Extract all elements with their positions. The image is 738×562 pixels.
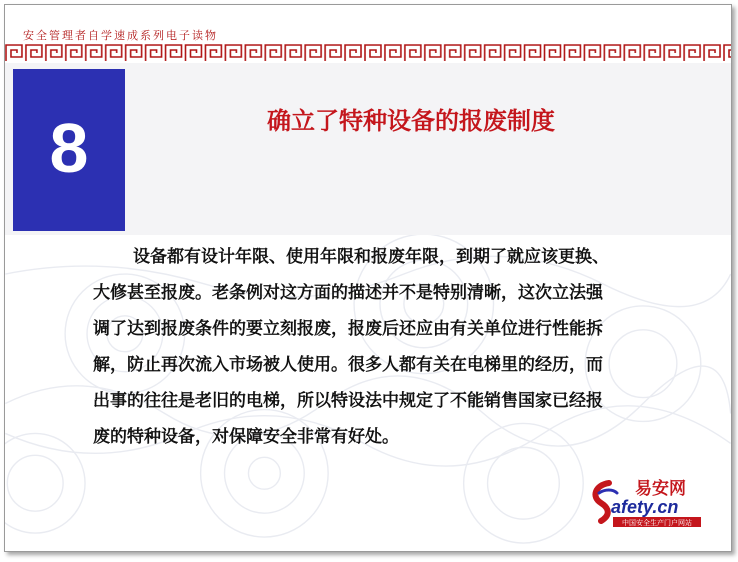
body-line: 调了达到报废条件的要立刻报废，报废后还应由有关单位进行性能拆 xyxy=(93,319,603,339)
logo-domain: afety.cn xyxy=(611,497,679,517)
fret-border-pattern xyxy=(5,43,731,63)
series-header: 安全管理者自学速成系列电子读物 xyxy=(23,29,218,42)
section-number-badge xyxy=(13,69,125,231)
safety-cn-logo xyxy=(589,477,705,529)
slide-title: 确立了特种设备的报废制度 xyxy=(267,107,555,135)
logo-name: 易安网 xyxy=(635,479,686,499)
body-line: 废的特种设备，对保障安全非常有好处。 xyxy=(93,427,399,447)
body-line: 解，防止再次流入市场被人使用。很多人都有关在电梯里的经历，而 xyxy=(93,355,603,375)
logo-tagline: 中国安全生产门户网站 xyxy=(622,519,692,527)
body-line: 出事的往往是老旧的电梯，所以特设法中规定了不能销售国家已经报 xyxy=(93,391,603,411)
body-paragraph xyxy=(93,239,703,455)
body-line: 设备都有设计年限、使用年限和报废年限，到期了就应该更换、 xyxy=(133,247,609,267)
body-line: 大修甚至报废。老条例对这方面的描述并不是特别清晰，这次立法强 xyxy=(93,283,603,303)
slide xyxy=(4,4,732,552)
section-number: 8 xyxy=(49,109,89,187)
